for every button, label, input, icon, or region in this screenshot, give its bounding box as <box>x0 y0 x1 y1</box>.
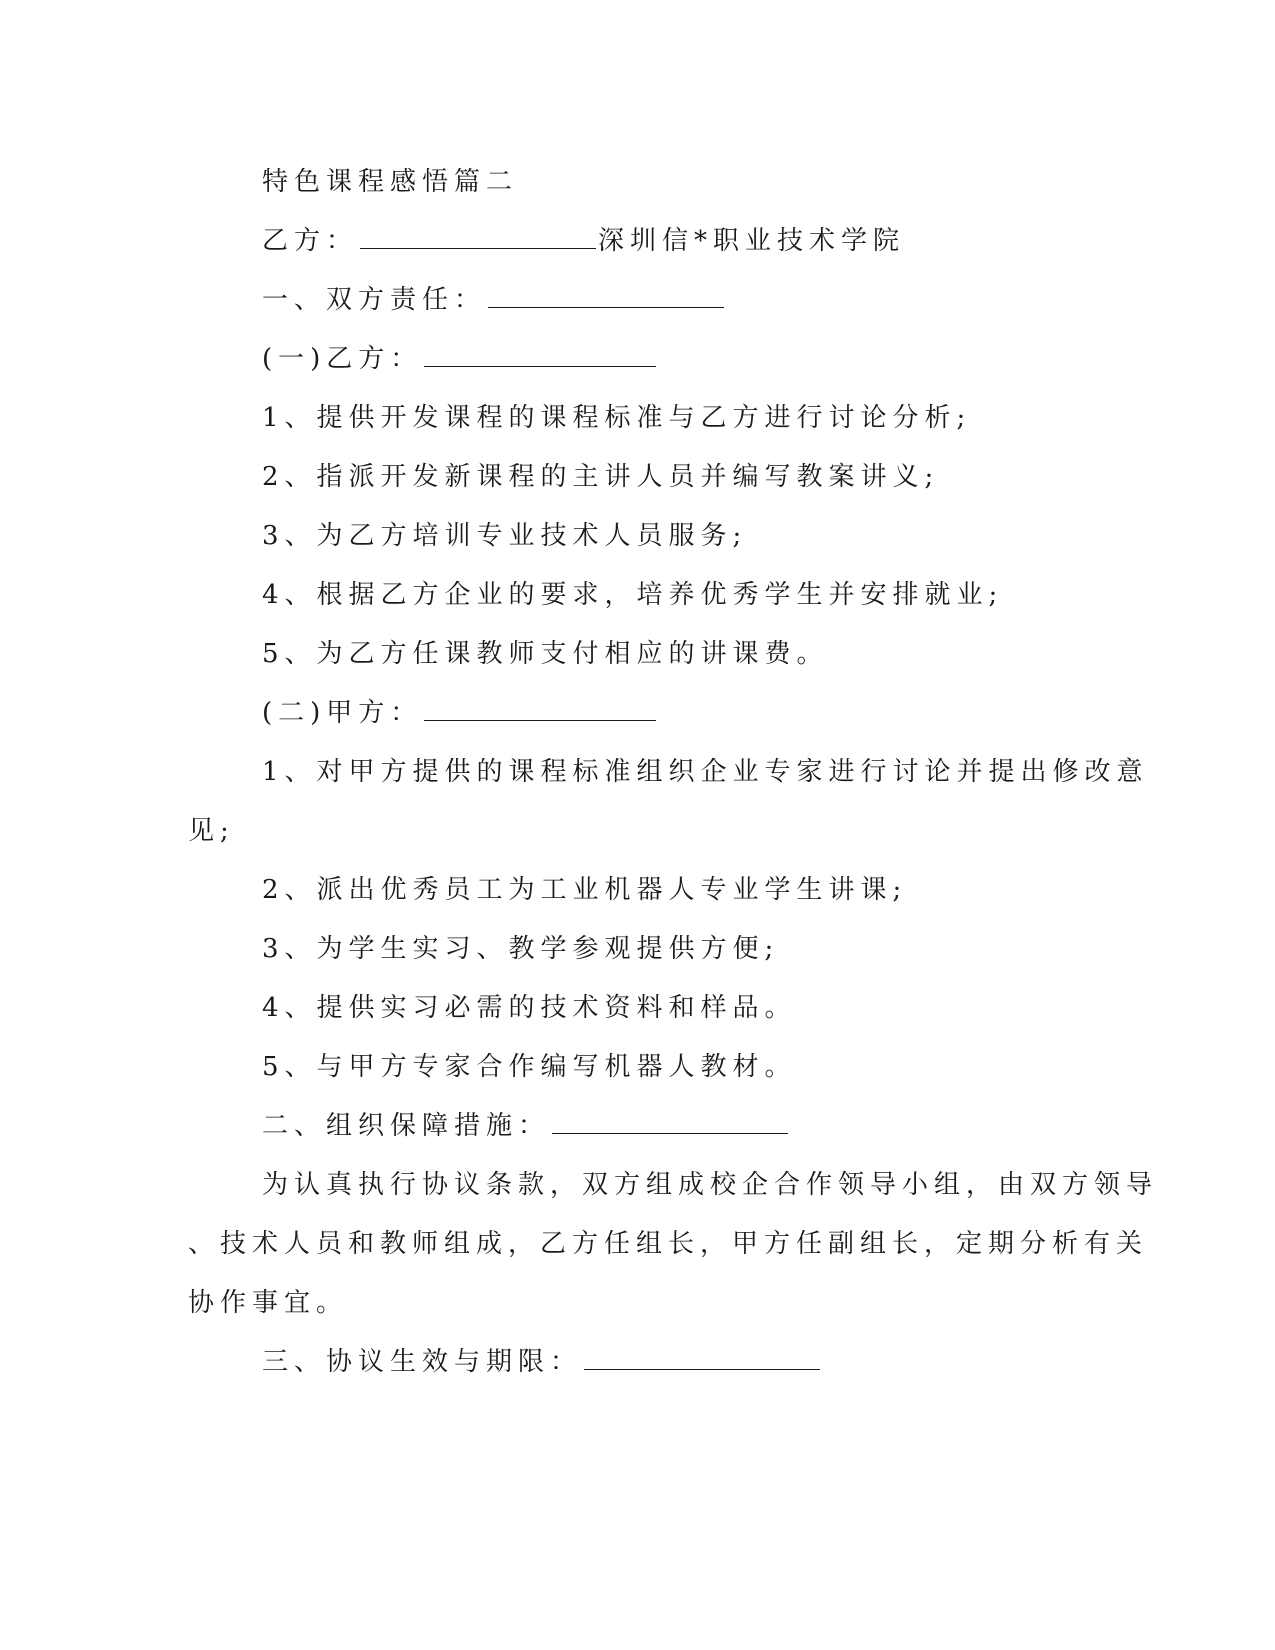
paragraph-line: 为认真执行协议条款，双方组成校企合作领导小组，由双方领导 <box>262 1170 1159 1200</box>
party-b-value: 深圳信*职业技术学院 <box>598 226 906 256</box>
list-item: 5、为乙方任课教师支付相应的讲课费。 <box>262 639 829 669</box>
list-item: 5、与甲方专家合作编写机器人教材。 <box>262 1052 797 1082</box>
section2-heading: 二、组织保障措施： <box>262 1111 551 1141</box>
section3-heading-line <box>262 1346 822 1378</box>
section1-heading: 一、双方责任： <box>262 285 487 315</box>
fill-blank <box>424 698 656 721</box>
sub2-heading-line <box>262 697 658 729</box>
fill-blank <box>584 1347 820 1370</box>
party-b-label: 乙方： <box>262 226 359 256</box>
list-item: 4、提供实习必需的技术资料和样品。 <box>262 993 797 1023</box>
fill-blank <box>424 344 656 367</box>
sub1-heading-line <box>262 343 658 375</box>
list-item: 1、提供开发课程的课程标准与乙方进行讨论分析; <box>262 403 972 433</box>
sub2-heading: (二)甲方： <box>262 698 423 728</box>
list-item: 2、指派开发新课程的主讲人员并编写教案讲义; <box>262 462 940 492</box>
section3-heading: 三、协议生效与期限： <box>262 1347 583 1377</box>
paragraph-line: 、技术人员和教师组成，乙方任组长，甲方任副组长，定期分析有关 <box>188 1229 1149 1259</box>
section2-heading-line <box>262 1110 790 1142</box>
list-item: 4、根据乙方企业的要求，培养优秀学生并安排就业; <box>262 580 1004 610</box>
list-item: 1、对甲方提供的课程标准组织企业专家进行讨论并提出修改意 <box>262 757 1149 787</box>
list-item: 3、为乙方培训专业技术人员服务; <box>262 521 748 551</box>
party-b-line <box>262 225 905 257</box>
list-item: 2、派出优秀员工为工业机器人专业学生讲课; <box>262 875 908 905</box>
fill-blank <box>552 1111 788 1134</box>
document-title: 特色课程感悟篇二 <box>262 167 519 197</box>
fill-blank <box>360 226 596 249</box>
list-item: 3、为学生实习、教学参观提供方便; <box>262 934 780 964</box>
fill-blank <box>488 285 724 308</box>
sub1-heading: (一)乙方： <box>262 344 423 374</box>
list-item-continuation: 见; <box>188 816 235 846</box>
paragraph-line: 协作事宜。 <box>188 1288 349 1318</box>
section1-heading-line <box>262 284 726 316</box>
